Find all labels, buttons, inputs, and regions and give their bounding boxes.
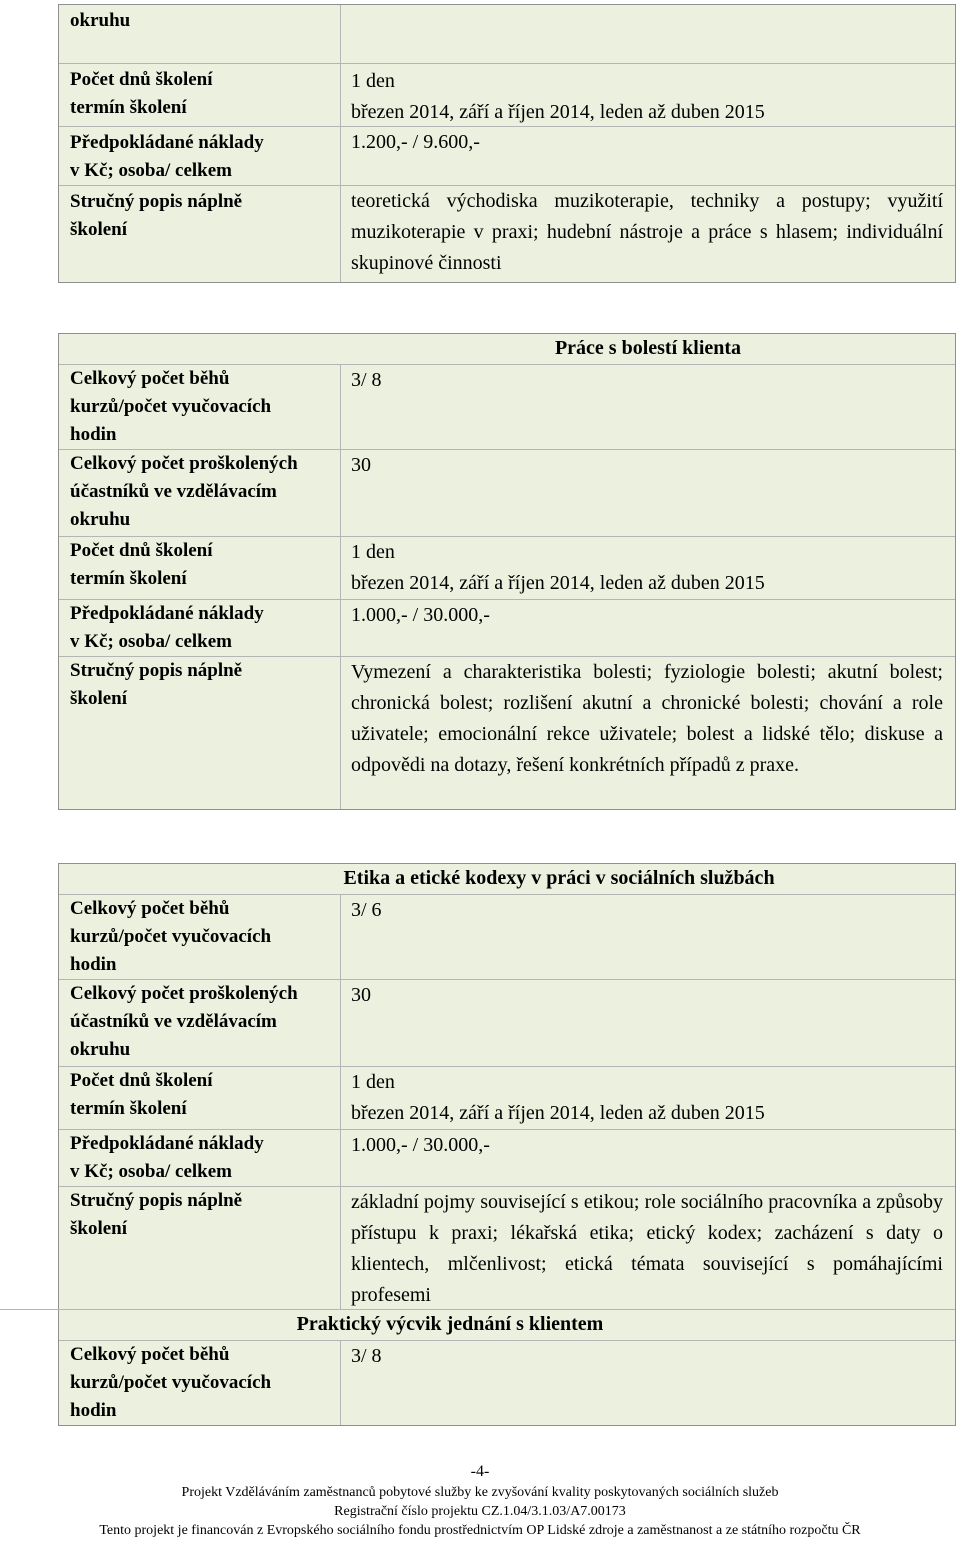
value-line: 30 bbox=[351, 984, 371, 1006]
label-line: kurzů/počet vyučovacích bbox=[70, 396, 272, 417]
label-line: Předpokládané náklady bbox=[70, 1133, 264, 1154]
row-label bbox=[59, 5, 341, 63]
value-line: 1 den bbox=[351, 1071, 395, 1093]
value-line: 1 den bbox=[351, 70, 395, 92]
label-line: okruhu bbox=[70, 10, 131, 31]
row-value bbox=[341, 1187, 955, 1309]
page-number: -4- bbox=[470, 1463, 490, 1480]
row-value bbox=[341, 1341, 955, 1425]
label-line: okruhu bbox=[70, 1039, 131, 1060]
label-line: termín školení bbox=[70, 97, 187, 118]
label-line: v Kč; osoba/ celkem bbox=[70, 1161, 233, 1182]
value-text: základní pojmy související s etikou; role sociálního pracovníka a způsoby přístupu k praxi; lékařská etika; etický kodex; zacházení s daty o klientech, mlčenlivost; etická témata související s pomáhajícími profesemi bbox=[351, 1191, 943, 1306]
table-row bbox=[59, 979, 955, 1066]
row-label bbox=[59, 537, 341, 599]
label-line: Počet dnů školení bbox=[70, 1070, 213, 1091]
row-label bbox=[59, 657, 341, 809]
value-line: 3/ 6 bbox=[351, 899, 382, 921]
row-value bbox=[341, 127, 955, 185]
value-line: 3/ 8 bbox=[351, 369, 382, 391]
label-line: účastníků ve vzdělávacím bbox=[70, 481, 277, 502]
value-line: březen 2014, září a říjen 2014, leden až duben 2015 bbox=[351, 1102, 765, 1124]
row-value bbox=[341, 365, 955, 449]
course-title: Práce s bolestí klienta bbox=[554, 337, 742, 359]
label-line: Celkový počet proškolených bbox=[70, 453, 298, 474]
row-label bbox=[59, 127, 341, 185]
label-line: Stručný popis náplně bbox=[70, 660, 243, 681]
row-label bbox=[59, 186, 341, 282]
table-row bbox=[59, 126, 955, 185]
row-value bbox=[341, 450, 955, 536]
label-line: termín školení bbox=[70, 1098, 187, 1119]
row-label bbox=[59, 980, 341, 1066]
label-line: Předpokládané náklady bbox=[70, 132, 264, 153]
footer-registration: Registrační číslo projektu CZ.1.04/3.1.03/A7.00173 bbox=[334, 1504, 626, 1519]
label-line: školení bbox=[70, 1218, 128, 1239]
table-row bbox=[59, 536, 955, 599]
label-line: okruhu bbox=[70, 509, 131, 530]
value-line: 1 den bbox=[351, 541, 395, 563]
table-row bbox=[59, 449, 955, 536]
row-label bbox=[59, 1341, 341, 1425]
row-label bbox=[59, 600, 341, 656]
label-line: školení bbox=[70, 688, 128, 709]
value-line: 1.200,- / 9.600,- bbox=[351, 131, 480, 153]
table-row bbox=[59, 364, 955, 449]
row-value bbox=[341, 64, 955, 126]
course-title-2: Praktický výcvik jednání s klientem bbox=[0, 1309, 955, 1340]
label-line: Celkový počet běhů bbox=[70, 898, 230, 919]
row-label bbox=[59, 450, 341, 536]
row-label bbox=[59, 1130, 341, 1186]
label-line: hodin bbox=[70, 1400, 117, 1421]
value-line: 3/ 8 bbox=[351, 1345, 382, 1367]
label-line: kurzů/počet vyučovacích bbox=[70, 926, 272, 947]
label-line: Stručný popis náplně bbox=[70, 1190, 243, 1211]
label-line: Celkový počet běhů bbox=[70, 1344, 230, 1365]
footer-funding: Tento projekt je financován z Evropského sociálního fondu prostřednictvím OP Lidské zdroje a zaměstnanost a ze státního rozpočtu ČR bbox=[99, 1523, 861, 1538]
value-line: březen 2014, září a říjen 2014, leden až duben 2015 bbox=[351, 101, 765, 123]
value-line: 30 bbox=[351, 454, 371, 476]
label-line: v Kč; osoba/ celkem bbox=[70, 160, 233, 181]
label-line: Celkový počet běhů bbox=[70, 368, 230, 389]
table-row bbox=[59, 185, 955, 282]
label-line: Předpokládané náklady bbox=[70, 603, 264, 624]
label-line: kurzů/počet vyučovacích bbox=[70, 1372, 272, 1393]
label-line: Počet dnů školení bbox=[70, 69, 213, 90]
label-line: školení bbox=[70, 219, 128, 240]
value-line: březen 2014, září a říjen 2014, leden až duben 2015 bbox=[351, 572, 765, 594]
table-row bbox=[59, 63, 955, 126]
table-row bbox=[59, 894, 955, 979]
row-label bbox=[59, 895, 341, 979]
course-title: Etika a etické kodexy v práci v sociálních službách bbox=[343, 867, 775, 889]
row-value bbox=[341, 5, 955, 63]
row-label bbox=[59, 1187, 341, 1309]
row-value bbox=[341, 1130, 955, 1186]
table-row bbox=[59, 5, 955, 63]
label-line: v Kč; osoba/ celkem bbox=[70, 631, 233, 652]
label-line: hodin bbox=[70, 424, 117, 445]
row-label bbox=[59, 64, 341, 126]
value-text: Vymezení a charakteristika bolesti; fyziologie bolesti; akutní bolest; chronická bolest; rozlišení akutní a chronické bolesti; chování a role uživatele; emocionální rekce uživatele; bolest a lidské tělo; diskuse a odpovědi na dotazy, řešení konkrétních případů z praxe. bbox=[351, 661, 943, 776]
page-footer bbox=[0, 1461, 960, 1540]
table-row bbox=[59, 599, 955, 656]
course-table-etika bbox=[58, 863, 956, 1426]
course-table-bolest bbox=[58, 333, 956, 810]
table-row bbox=[59, 1066, 955, 1129]
row-label bbox=[59, 365, 341, 449]
table-row bbox=[59, 656, 955, 809]
label-line: Počet dnů školení bbox=[70, 540, 213, 561]
row-label bbox=[59, 1067, 341, 1129]
label-line: Celkový počet proškolených bbox=[70, 983, 298, 1004]
label-line: účastníků ve vzdělávacím bbox=[70, 1011, 277, 1032]
label-line: Stručný popis náplně bbox=[70, 191, 243, 212]
value-line: 1.000,- / 30.000,- bbox=[351, 1134, 490, 1156]
row-value bbox=[341, 657, 955, 809]
table-row bbox=[59, 1129, 955, 1186]
row-value bbox=[341, 537, 955, 599]
row-value bbox=[341, 1067, 955, 1129]
footer-project-name: Projekt Vzděláváním zaměstnanců pobytové služby ke zvyšování kvality poskytovaných sociálních služeb bbox=[181, 1485, 779, 1500]
value-text: teoretická východiska muzikoterapie, techniky a postupy; využití muzikoterapie v praxi; hudební nástroje a práce s hlasem; individuální skupinové činnosti bbox=[351, 190, 943, 274]
row-value bbox=[341, 895, 955, 979]
label-line: termín školení bbox=[70, 568, 187, 589]
label-line: hodin bbox=[70, 954, 117, 975]
value-line: 1.000,- / 30.000,- bbox=[351, 604, 490, 626]
row-value bbox=[341, 186, 955, 282]
course-table-muzikoterapie bbox=[58, 4, 956, 283]
row-value bbox=[341, 980, 955, 1066]
row-value bbox=[341, 600, 955, 656]
table-row bbox=[59, 1340, 955, 1425]
table-row bbox=[59, 1186, 955, 1309]
